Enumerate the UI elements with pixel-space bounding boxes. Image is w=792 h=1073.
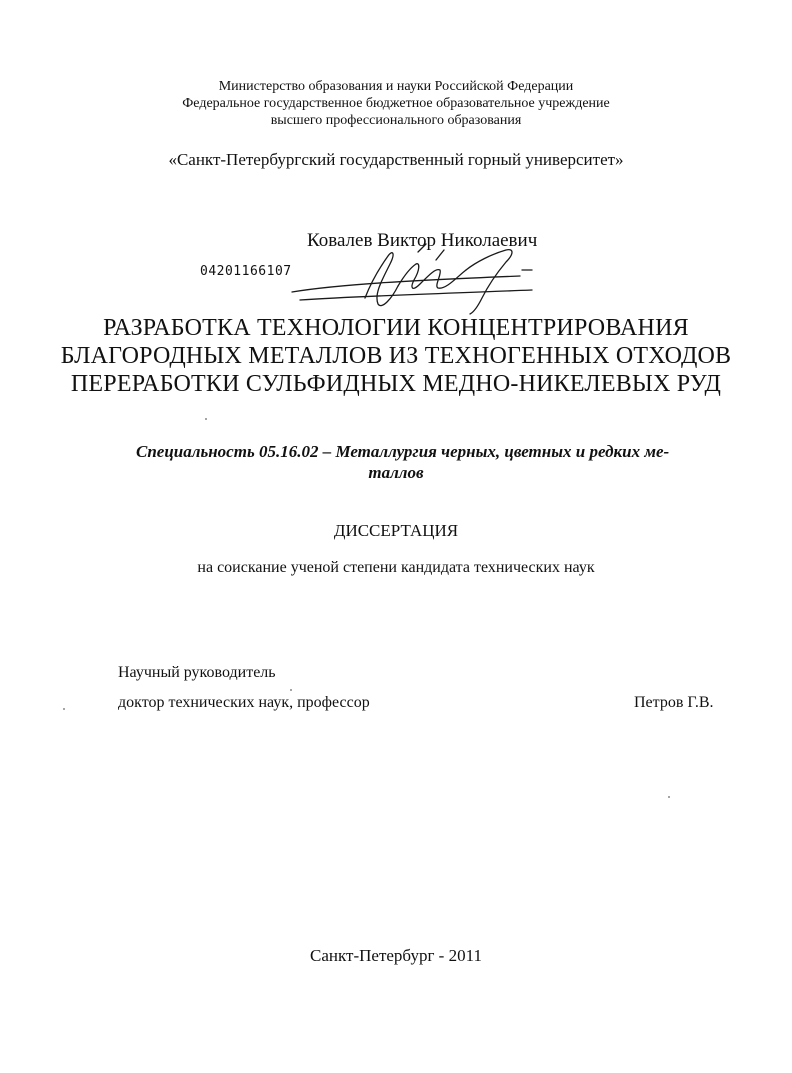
document-type: ДИССЕРТАЦИЯ — [333, 521, 459, 540]
author-name: Ковалев Виктор Николаевич — [307, 230, 538, 251]
education-level-line: высшего профессионального образования — [270, 113, 522, 128]
scan-speck — [205, 418, 207, 420]
university-name: «Санкт-Петербургский государственный горный университет» — [168, 150, 624, 169]
thesis-title-line-3: ПЕРЕРАБОТКИ СУЛЬФИДНЫХ МЕДНО-НИКЕЛЕВЫХ РУД — [70, 371, 722, 397]
place-and-year: Санкт-Петербург - 2011 — [310, 946, 482, 965]
supervisor-title: доктор технических наук, профессор — [118, 694, 370, 711]
degree-line: на соискание ученой степени кандидата технических наук — [197, 559, 595, 576]
scan-speck — [63, 708, 65, 710]
scan-speck — [290, 689, 292, 691]
supervisor-label: Научный руководитель — [118, 664, 276, 681]
registration-number: 04201166107 — [200, 264, 292, 279]
thesis-title-line-1: РАЗРАБОТКА ТЕХНОЛОГИИ КОНЦЕНТРИРОВАНИЯ — [103, 315, 689, 341]
institution-type-line: Федеральное государственное бюджетное образовательное учреждение — [182, 96, 610, 111]
thesis-title-line-2: БЛАГОРОДНЫХ МЕТАЛЛОВ ИЗ ТЕХНОГЕННЫХ ОТХОДОВ — [60, 343, 732, 369]
specialty-line-1: Специальность 05.16.02 – Металлургия черных, цветных и редких ме- — [136, 442, 670, 461]
ministry-line: Министерство образования и науки Российской Федерации — [218, 79, 574, 94]
scan-speck — [668, 796, 670, 798]
specialty-line-2: таллов — [368, 463, 424, 482]
signature-icon — [270, 240, 550, 320]
supervisor-name: Петров Г.В. — [634, 694, 714, 711]
